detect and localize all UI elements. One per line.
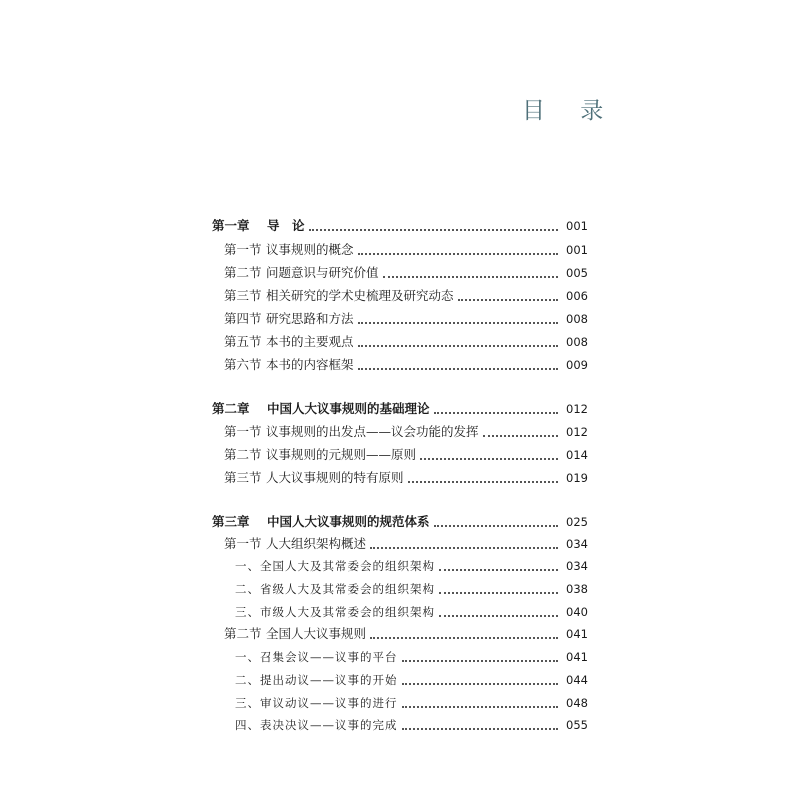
page-number: 044 xyxy=(566,673,588,687)
page-number: 009 xyxy=(566,358,588,372)
subsection-title: 二、提出动议——议事的开始 xyxy=(235,673,398,687)
section-title: 人大组织架构概述 xyxy=(266,536,367,551)
subsection-title: 二、省级人大及其常委会的组织架构 xyxy=(235,582,435,596)
leader-dots xyxy=(358,368,558,370)
section-title: 本书的主要观点 xyxy=(266,334,354,349)
toc-section[interactable] xyxy=(0,420,800,440)
page-number: 008 xyxy=(566,312,588,326)
chapter-number: 第二章 xyxy=(212,401,250,416)
leader-dots xyxy=(370,547,558,549)
section-number: 第一节 xyxy=(224,242,262,257)
leader-dots xyxy=(420,458,558,460)
page-number: 001 xyxy=(566,243,588,257)
leader-dots xyxy=(402,706,559,708)
section-title: 全国人大议事规则 xyxy=(266,626,367,641)
leader-dots xyxy=(458,299,558,301)
toc-section[interactable] xyxy=(0,622,800,642)
section-title: 研究思路和方法 xyxy=(266,311,354,326)
leader-dots xyxy=(358,345,558,347)
leader-dots xyxy=(370,637,558,639)
section-number: 第二节 xyxy=(224,265,262,280)
section-number: 第六节 xyxy=(224,357,262,372)
subsection-title: 三、审议动议——议事的进行 xyxy=(235,696,398,710)
subsection-title: 三、市级人大及其常委会的组织架构 xyxy=(235,605,435,619)
chapter-number: 第三章 xyxy=(212,514,250,529)
page-number: 006 xyxy=(566,289,588,303)
section-number: 第二节 xyxy=(224,447,262,462)
subsection-title: 一、全国人大及其常委会的组织架构 xyxy=(235,559,435,573)
page-number: 038 xyxy=(566,582,588,596)
leader-dots xyxy=(358,322,558,324)
leader-dots xyxy=(439,569,558,571)
section-number: 第一节 xyxy=(224,424,262,439)
leader-dots xyxy=(402,683,559,685)
toc-subsection[interactable] xyxy=(0,713,800,733)
toc-section[interactable] xyxy=(0,443,800,463)
section-number: 第三节 xyxy=(224,470,262,485)
leader-dots xyxy=(439,615,558,617)
page-number: 055 xyxy=(566,718,588,732)
chapter-title: 中国人大议事规则的规范体系 xyxy=(267,514,430,529)
leader-dots xyxy=(439,592,558,594)
section-title: 人大议事规则的特有原则 xyxy=(266,470,404,485)
leader-dots xyxy=(309,229,558,231)
leader-dots xyxy=(402,728,559,730)
section-title: 本书的内容框架 xyxy=(266,357,354,372)
page-number: 048 xyxy=(566,696,588,710)
page-number: 014 xyxy=(566,448,588,462)
toc-subsection[interactable] xyxy=(0,668,800,688)
toc-section[interactable] xyxy=(0,307,800,327)
page-number: 040 xyxy=(566,605,588,619)
page-number: 012 xyxy=(566,425,588,439)
toc-section[interactable] xyxy=(0,353,800,373)
section-number: 第二节 xyxy=(224,626,262,641)
toc-subsection[interactable] xyxy=(0,691,800,711)
page-number: 001 xyxy=(566,219,588,233)
toc-chapter-1[interactable] xyxy=(0,214,800,234)
page-number: 034 xyxy=(566,537,588,551)
section-number: 第三节 xyxy=(224,288,262,303)
section-title: 问题意识与研究价值 xyxy=(266,265,379,280)
toc-section[interactable] xyxy=(0,466,800,486)
section-title: 议事规则的元规则——原则 xyxy=(266,447,417,462)
chapter-title: 导 论 xyxy=(267,218,305,233)
toc-subsection[interactable] xyxy=(0,577,800,597)
toc-subsection[interactable] xyxy=(0,645,800,665)
page-number: 041 xyxy=(566,627,588,641)
chapter-title: 中国人大议事规则的基础理论 xyxy=(267,401,430,416)
chapter-number: 第一章 xyxy=(212,218,250,233)
toc-section[interactable] xyxy=(0,238,800,258)
toc-section[interactable] xyxy=(0,330,800,350)
section-title: 议事规则的概念 xyxy=(266,242,354,257)
page-number: 012 xyxy=(566,402,588,416)
leader-dots xyxy=(408,481,558,483)
page-number: 005 xyxy=(566,266,588,280)
page-number: 034 xyxy=(566,559,588,573)
page-title: 目 录 xyxy=(522,98,618,124)
section-number: 第一节 xyxy=(224,536,262,551)
toc-chapter-3[interactable] xyxy=(0,510,800,530)
toc-subsection[interactable] xyxy=(0,554,800,574)
leader-dots xyxy=(434,412,558,414)
section-title: 相关研究的学术史梳理及研究动态 xyxy=(266,288,454,303)
toc-section[interactable] xyxy=(0,261,800,281)
leader-dots xyxy=(383,276,558,278)
toc-subsection[interactable] xyxy=(0,600,800,620)
subsection-title: 一、召集会议——议事的平台 xyxy=(235,650,398,664)
leader-dots xyxy=(402,660,559,662)
section-number: 第五节 xyxy=(224,334,262,349)
toc-section[interactable] xyxy=(0,532,800,552)
page-number: 041 xyxy=(566,650,588,664)
toc-section[interactable] xyxy=(0,284,800,304)
leader-dots xyxy=(358,253,558,255)
page-number: 019 xyxy=(566,471,588,485)
section-title: 议事规则的出发点——议会功能的发挥 xyxy=(266,424,479,439)
subsection-title: 四、表决决议——议事的完成 xyxy=(235,718,398,732)
leader-dots xyxy=(483,435,558,437)
page-number: 008 xyxy=(566,335,588,349)
page-number: 025 xyxy=(566,515,588,529)
toc-chapter-2[interactable] xyxy=(0,397,800,417)
section-number: 第四节 xyxy=(224,311,262,326)
leader-dots xyxy=(434,525,558,527)
